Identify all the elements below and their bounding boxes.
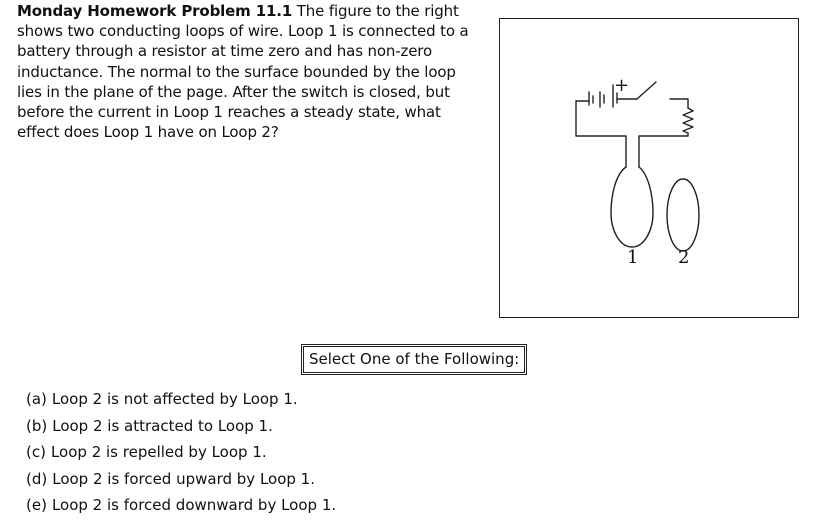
problem-statement	[17, 1, 479, 142]
option-letter: (d)	[26, 469, 48, 488]
answer-options	[26, 388, 336, 521]
option-e[interactable]	[26, 494, 336, 521]
circuit-wire-right	[639, 133, 688, 167]
loop-2	[667, 179, 699, 251]
option-text: Loop 2 is forced upward by Loop 1.	[52, 469, 315, 488]
circuit-figure	[499, 18, 799, 318]
option-text: Loop 2 is attracted to Loop 1.	[52, 416, 273, 435]
option-text: Loop 2 is not affected by Loop 1.	[51, 390, 298, 408]
option-b[interactable]	[26, 415, 336, 442]
option-letter: (c)	[26, 443, 46, 461]
problem-text: The figure to the right shows two conducting loops of wire. Loop 1 is connected to a battery through a resistor at time zero and has non-zero inductance. The normal to the surface bounded by the loop lies in the plane of the page. After the switch is closed, but before the current in Loop 1 reaches a steady state, what effect does Loop 1 have on Loop 2?	[17, 2, 469, 142]
battery-plus-label: +	[614, 75, 630, 96]
option-a[interactable]	[26, 388, 336, 415]
loop-1-label: 1	[627, 247, 639, 268]
option-c[interactable]	[26, 441, 336, 468]
circuit-wire-switch-resistor	[670, 99, 688, 108]
option-d[interactable]	[26, 468, 336, 495]
loop-2-label: 2	[678, 247, 690, 268]
switch-blade	[637, 82, 656, 99]
option-letter: (a)	[26, 390, 47, 408]
circuit-diagram	[500, 19, 798, 317]
resistor	[683, 108, 693, 133]
option-letter: (b)	[26, 416, 48, 435]
option-text: Loop 2 is repelled by Loop 1.	[50, 443, 267, 461]
select-prompt: Select One of the Following:	[303, 346, 525, 373]
problem-title: Monday Homework Problem 11.1	[17, 2, 293, 20]
circuit-wire-left	[576, 101, 626, 167]
loop-1	[611, 167, 653, 247]
option-text: Loop 2 is forced downward by Loop 1.	[51, 496, 337, 514]
option-letter: (e)	[26, 496, 47, 514]
